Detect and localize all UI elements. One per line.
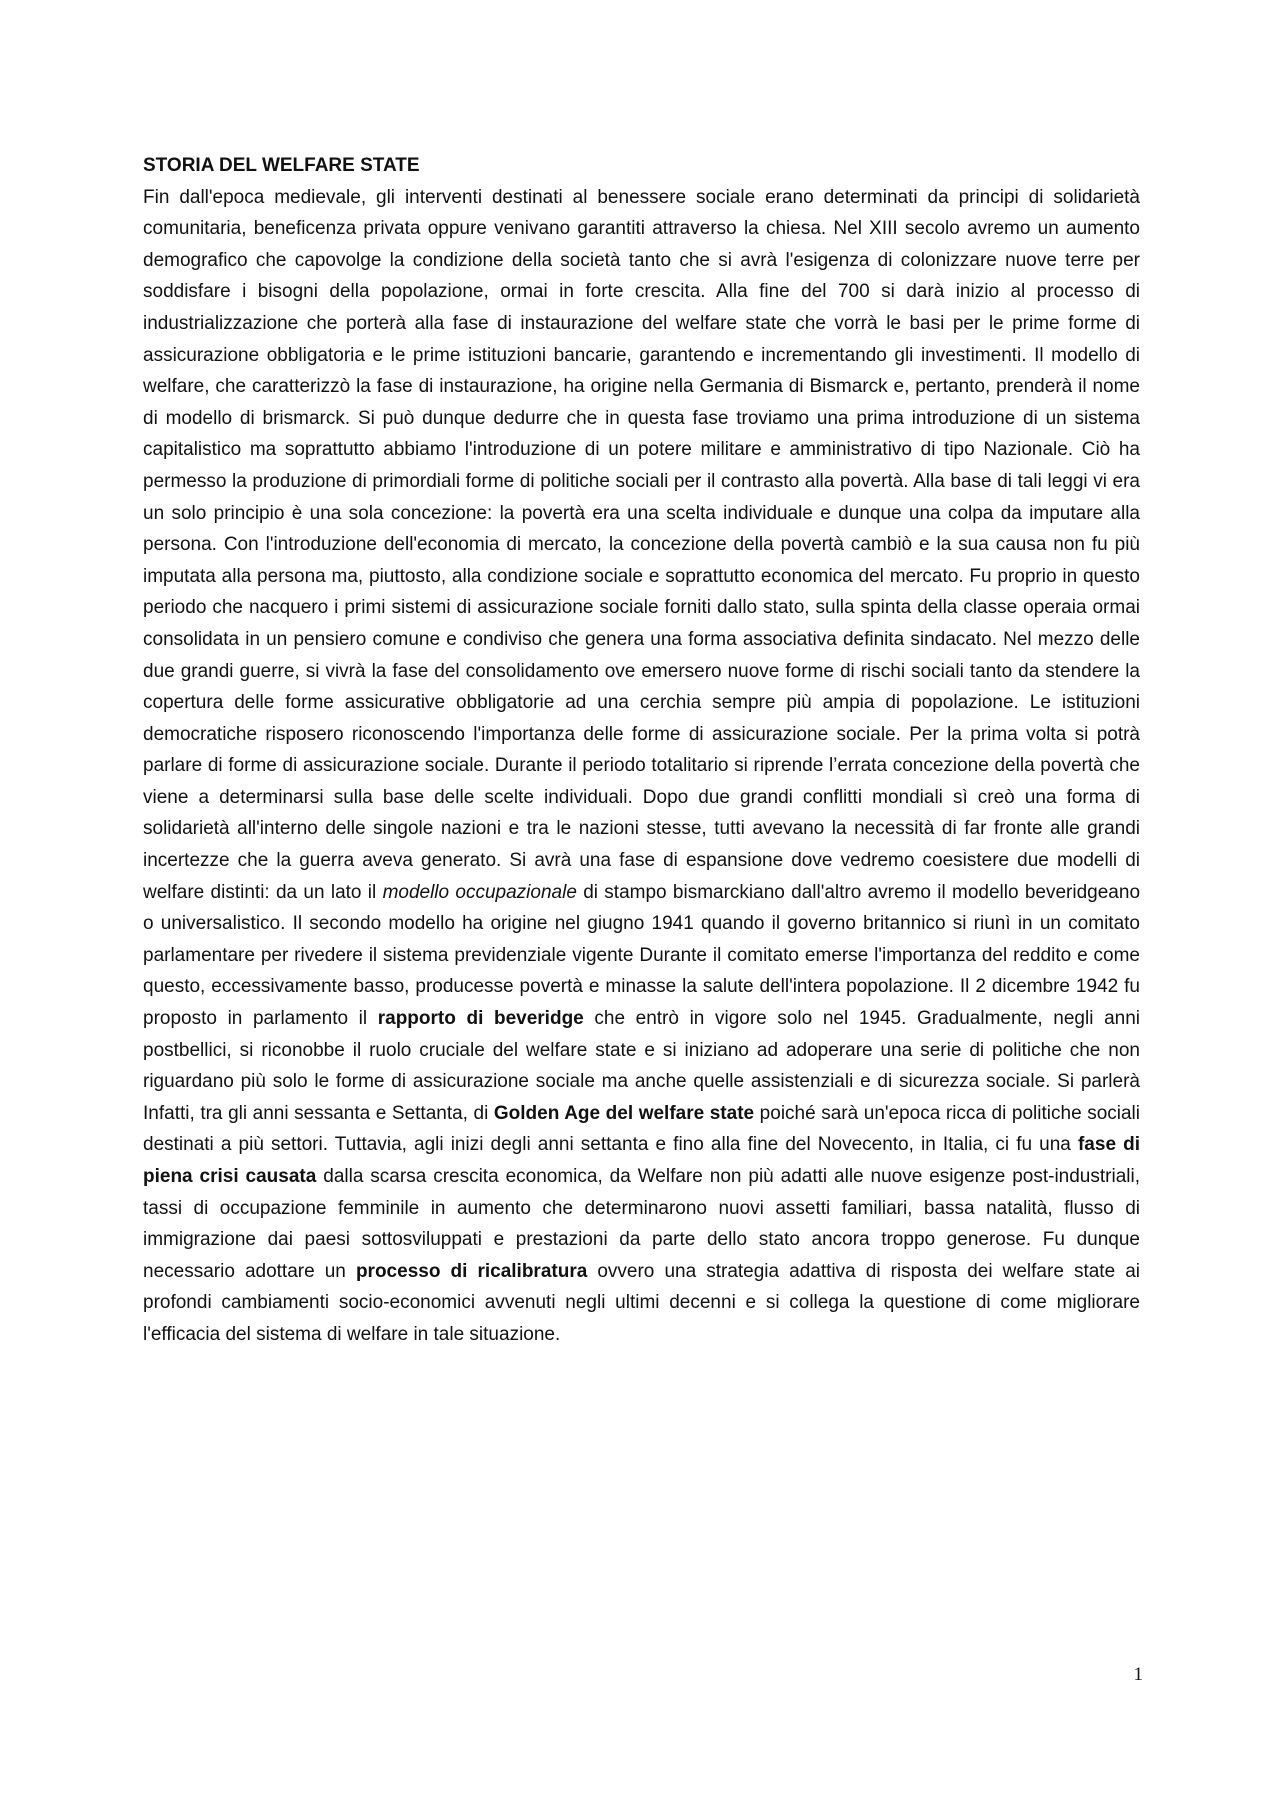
- text-run-bold: processo di ricalibratura: [355, 1260, 588, 1282]
- text-run: dalla scarsa crescita economica, da Welfare non più adatti alle nuove esigenze post-industriali, tassi di occupazione femminile in aumento che determinarono nuovi assetti familiari, bassa natalità, flusso di immigrazione dai paesi sottosviluppati e prestazioni da parte dello stato ancora troppo generose. Fu dunque necessario adottare un: [143, 1166, 1140, 1282]
- text-run: di stampo bismarckiano dall'altro avremo il modello beveridgeano o universalistico. Il secondo modello ha origine nel giugno 1941 quando il governo britannico si riunì in un comitato parlamentare per rivedere il sistema previdenziale vigente Durante il comitato emerse l'importanza del reddito e come questo, eccessivamente basso, producesse povertà e minasse la salute dell'intera popolazione. Il 2 dicembre 1942 fu proposto in parlamento il: [143, 881, 1141, 1030]
- text-run-bold: rapporto di beveridge: [377, 1008, 584, 1030]
- body-paragraph: [143, 182, 1140, 1351]
- text-run-italic: modello occupazionale: [382, 881, 577, 903]
- text-run: ovvero una strategia adattiva di risposta dei welfare state ai profondi cambiamenti socio-economici avvenuti negli ultimi decenni e si collega la questione di come migliorare l'efficacia del sistema di welfare in tale situazione.: [143, 1260, 1141, 1345]
- text-run-bold: fase di piena crisi causata: [143, 1134, 1140, 1187]
- text-run: che entrò in vigore solo nel 1945. Gradualmente, negli anni postbellici, si riconobbe il ruolo cruciale del welfare state e si iniziano ad adoperare una serie di politiche che non riguardano più solo le forme di assicurazione sociale ma anche quelle assistenziali e di sicurezza sociale. Si parlerà Infatti, tra gli anni sessanta e Settanta, di: [143, 1008, 1140, 1124]
- text-run: poiché sarà un'epoca ricca di politiche sociali destinati a più settori. Tuttavia, agli inizi degli anni settanta e fino alla fine del Novecento, in Italia, ci fu una: [143, 1102, 1140, 1156]
- document-title: STORIA DEL WELFARE STATE: [143, 155, 420, 176]
- text-run-bold: Golden Age del welfare state: [493, 1102, 755, 1124]
- text-run: Fin dall'epoca medievale, gli interventi destinati al benessere sociale erano determinati da principi di solidarietà comunitaria, beneficenza privata oppure venivano garantiti attraverso la chiesa. Nel XIII secolo avremo un aumento demografico che capovolge la condizione della società tanto che si avrà l'esigenza di colonizzare nuove terre per soddisfare i bisogni della popolazione, ormai in forte crescita. Alla fine del 700 si darà inizio al processo di industrializzazione che porterà alla fase di instaurazione del welfare state che vorrà le basi per le prime forme di assicurazione obbligatoria e le prime istituzioni bancarie, garantendo e incrementando gli investimenti. Il modello di welfare, che caratterizzò la fase di instaurazione, ha origine nella Germania di Bismarck e, pertanto, prenderà il nome di modello di brismarck. Si può dunque dedurre che in questa fase troviamo una prima introduzione di un sistema capitalistico ma soprattutto abbiamo l'introduzione di un potere militare e amministrativo di tipo Nazionale. Ciò ha permesso la produzione di primordiali forme di politiche sociali per il contrasto alla povertà. Alla base di tali leggi vi era un solo principio è una sola concezione: la povertà era una scelta individuale e dunque una colpa da imputare alla persona. Con l'introduzione dell'economia di mercato, la concezione della povertà cambiò e la sua causa non fu più imputata alla persona ma, piuttosto, alla condizione sociale e soprattutto economica del mercato. Fu proprio in questo periodo che nacquero i primi sistemi di assicurazione sociale forniti dallo stato, sulla spinta della classe operaia ormai consolidata in un pensiero comune e condiviso che genera una forma associativa definita sindacato. Nel mezzo delle due grandi guerre, si vivrà la fase del consolidamento ove emersero nuove forme di rischi sociali tanto da stendere la copertura delle forme assicurative obbligatorie ad una cerchia sempre più ampia di popolazione. Le istituzioni democratiche risposero riconoscendo l'importanza delle forme di assicurazione sociale. Per la prima volta si potrà parlare di forme di assicurazione sociale. Durante il periodo totalitario si riprende l’errata concezione della povertà che viene a determinarsi sulla base delle scelte individuali. Dopo due grandi conflitti mondiali sì creò una forma di solidarietà all'interno delle singole nazioni e tra le nazioni stesse, tutti avevano la necessità di far fronte alle grandi incertezze che la guerra aveva generato. Si avrà una fase di espansione dove vedremo coesistere due modelli di welfare distinti: da un lato il: [143, 186, 1140, 903]
- page-number: 1: [1133, 1664, 1143, 1685]
- document-content: [143, 150, 1140, 1351]
